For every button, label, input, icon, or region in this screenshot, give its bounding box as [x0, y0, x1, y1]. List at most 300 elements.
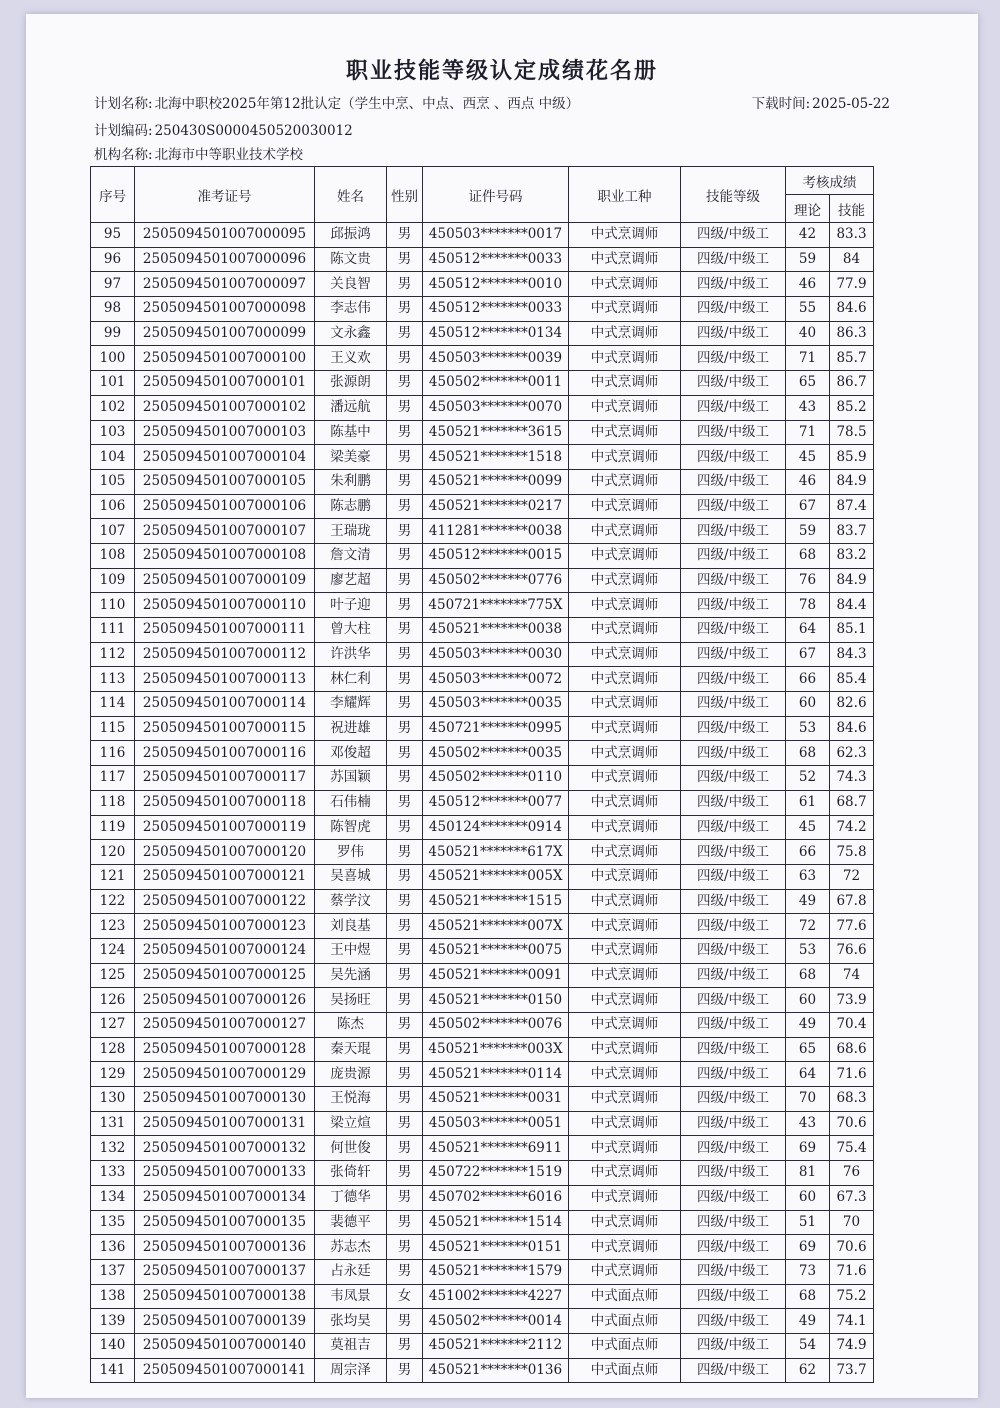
plan-code-value: 250430S0000450520030012	[154, 123, 353, 139]
cell-seq: 125	[91, 963, 135, 988]
cell-seq: 113	[91, 667, 135, 692]
cell-exam-no: 2505094501007000141	[135, 1358, 315, 1383]
cell-gender: 男	[387, 1259, 423, 1284]
cell-theory: 60	[786, 692, 830, 717]
table-row	[91, 395, 874, 420]
cell-id-no: 450521*******6911	[423, 1136, 569, 1161]
cell-skill: 68.7	[830, 790, 874, 815]
cell-theory: 64	[786, 618, 830, 643]
cell-exam-no: 2505094501007000101	[135, 371, 315, 396]
cell-gender: 男	[387, 790, 423, 815]
table-row	[91, 618, 874, 643]
table-row	[91, 593, 874, 618]
cell-level: 四级/中级工	[681, 1062, 786, 1087]
cell-skill: 70.6	[830, 1111, 874, 1136]
cell-level: 四级/中级工	[681, 494, 786, 519]
cell-occupation: 中式烹调师	[569, 963, 681, 988]
cell-gender: 男	[387, 840, 423, 865]
cell-seq: 119	[91, 815, 135, 840]
cell-exam-no: 2505094501007000140	[135, 1333, 315, 1358]
table-row	[91, 494, 874, 519]
cell-exam-no: 2505094501007000115	[135, 716, 315, 741]
cell-skill: 68.3	[830, 1087, 874, 1112]
cell-theory: 68	[786, 963, 830, 988]
cell-level: 四级/中级工	[681, 223, 786, 248]
cell-seq: 134	[91, 1185, 135, 1210]
cell-skill: 74.3	[830, 766, 874, 791]
cell-gender: 男	[387, 889, 423, 914]
cell-occupation: 中式烹调师	[569, 272, 681, 297]
cell-gender: 男	[387, 494, 423, 519]
cell-theory: 72	[786, 914, 830, 939]
cell-exam-no: 2505094501007000135	[135, 1210, 315, 1235]
cell-theory: 54	[786, 1333, 830, 1358]
cell-theory: 60	[786, 988, 830, 1013]
cell-id-no: 450503*******0017	[423, 223, 569, 248]
cell-exam-no: 2505094501007000122	[135, 889, 315, 914]
cell-seq: 139	[91, 1309, 135, 1334]
cell-seq: 110	[91, 593, 135, 618]
cell-theory: 81	[786, 1161, 830, 1186]
cell-exam-no: 2505094501007000132	[135, 1136, 315, 1161]
cell-theory: 67	[786, 642, 830, 667]
cell-skill: 62.3	[830, 741, 874, 766]
cell-theory: 68	[786, 1284, 830, 1309]
cell-seq: 98	[91, 297, 135, 322]
cell-seq: 106	[91, 494, 135, 519]
cell-id-no: 450521*******1518	[423, 445, 569, 470]
cell-name: 潘远航	[315, 395, 387, 420]
cell-id-no: 450521*******0217	[423, 494, 569, 519]
cell-gender: 男	[387, 1161, 423, 1186]
cell-name: 李耀辉	[315, 692, 387, 717]
cell-id-no: 450512*******0033	[423, 297, 569, 322]
cell-id-no: 450521*******005X	[423, 864, 569, 889]
cell-occupation: 中式烹调师	[569, 1185, 681, 1210]
cell-name: 邓俊超	[315, 741, 387, 766]
cell-gender: 女	[387, 1284, 423, 1309]
cell-skill: 72	[830, 864, 874, 889]
table-row	[91, 1235, 874, 1260]
table-row	[91, 938, 874, 963]
cell-gender: 男	[387, 914, 423, 939]
cell-gender: 男	[387, 247, 423, 272]
cell-name: 陈智虎	[315, 815, 387, 840]
cell-level: 四级/中级工	[681, 247, 786, 272]
cell-level: 四级/中级工	[681, 568, 786, 593]
cell-level: 四级/中级工	[681, 840, 786, 865]
cell-name: 周宗泽	[315, 1358, 387, 1383]
cell-occupation: 中式烹调师	[569, 988, 681, 1013]
cell-level: 四级/中级工	[681, 1284, 786, 1309]
cell-seq: 105	[91, 469, 135, 494]
cell-exam-no: 2505094501007000102	[135, 395, 315, 420]
cell-gender: 男	[387, 1309, 423, 1334]
table-row	[91, 1037, 874, 1062]
table-row	[91, 1185, 874, 1210]
table-row	[91, 988, 874, 1013]
table-row	[91, 1333, 874, 1358]
cell-skill: 75.8	[830, 840, 874, 865]
cell-name: 林仁利	[315, 667, 387, 692]
cell-skill: 87.4	[830, 494, 874, 519]
cell-exam-no: 2505094501007000138	[135, 1284, 315, 1309]
cell-gender: 男	[387, 815, 423, 840]
cell-gender: 男	[387, 1013, 423, 1038]
cell-theory: 52	[786, 766, 830, 791]
table-row	[91, 1013, 874, 1038]
table-row	[91, 543, 874, 568]
cell-skill: 75.4	[830, 1136, 874, 1161]
header-name: 姓名	[315, 167, 387, 223]
cell-occupation: 中式烹调师	[569, 618, 681, 643]
cell-skill: 77.6	[830, 914, 874, 939]
cell-level: 四级/中级工	[681, 1358, 786, 1383]
cell-exam-no: 2505094501007000098	[135, 297, 315, 322]
cell-theory: 69	[786, 1235, 830, 1260]
cell-occupation: 中式烹调师	[569, 1259, 681, 1284]
cell-id-no: 450521*******0031	[423, 1087, 569, 1112]
cell-occupation: 中式烹调师	[569, 371, 681, 396]
cell-name: 何世俊	[315, 1136, 387, 1161]
header-gender: 性别	[387, 167, 423, 223]
cell-occupation: 中式烹调师	[569, 420, 681, 445]
table-row	[91, 1087, 874, 1112]
cell-gender: 男	[387, 272, 423, 297]
cell-level: 四级/中级工	[681, 1333, 786, 1358]
cell-gender: 男	[387, 568, 423, 593]
cell-exam-no: 2505094501007000112	[135, 642, 315, 667]
cell-theory: 68	[786, 543, 830, 568]
cell-occupation: 中式烹调师	[569, 741, 681, 766]
cell-exam-no: 2505094501007000095	[135, 223, 315, 248]
cell-occupation: 中式烹调师	[569, 1087, 681, 1112]
table-row	[91, 741, 874, 766]
cell-exam-no: 2505094501007000117	[135, 766, 315, 791]
cell-level: 四级/中级工	[681, 1136, 786, 1161]
cell-skill: 76.6	[830, 938, 874, 963]
cell-theory: 40	[786, 321, 830, 346]
cell-exam-no: 2505094501007000123	[135, 914, 315, 939]
org-name-line	[94, 143, 303, 163]
cell-occupation: 中式烹调师	[569, 321, 681, 346]
cell-id-no: 450521*******0114	[423, 1062, 569, 1087]
cell-id-no: 450521*******003X	[423, 1037, 569, 1062]
cell-seq: 114	[91, 692, 135, 717]
cell-id-no: 450502*******0076	[423, 1013, 569, 1038]
cell-exam-no: 2505094501007000121	[135, 864, 315, 889]
cell-occupation: 中式烹调师	[569, 593, 681, 618]
cell-name: 陈志鹏	[315, 494, 387, 519]
cell-theory: 65	[786, 1037, 830, 1062]
cell-exam-no: 2505094501007000124	[135, 938, 315, 963]
header-exam-no: 准考证号	[135, 167, 315, 223]
cell-gender: 男	[387, 1136, 423, 1161]
cell-gender: 男	[387, 371, 423, 396]
cell-level: 四级/中级工	[681, 1210, 786, 1235]
cell-occupation: 中式面点师	[569, 1333, 681, 1358]
cell-seq: 137	[91, 1259, 135, 1284]
cell-skill: 86.3	[830, 321, 874, 346]
cell-id-no: 450521*******007X	[423, 914, 569, 939]
cell-gender: 男	[387, 642, 423, 667]
table-row	[91, 766, 874, 791]
cell-skill: 82.6	[830, 692, 874, 717]
cell-theory: 68	[786, 741, 830, 766]
cell-skill: 85.1	[830, 618, 874, 643]
cell-theory: 73	[786, 1259, 830, 1284]
table-row	[91, 864, 874, 889]
cell-level: 四级/中级工	[681, 1161, 786, 1186]
plan-name-line	[94, 92, 579, 112]
cell-gender: 男	[387, 1062, 423, 1087]
cell-exam-no: 2505094501007000099	[135, 321, 315, 346]
cell-seq: 120	[91, 840, 135, 865]
cell-skill: 85.9	[830, 445, 874, 470]
cell-exam-no: 2505094501007000137	[135, 1259, 315, 1284]
cell-gender: 男	[387, 1235, 423, 1260]
cell-name: 刘良基	[315, 914, 387, 939]
cell-occupation: 中式烹调师	[569, 494, 681, 519]
cell-id-no: 450521*******1579	[423, 1259, 569, 1284]
cell-seq: 102	[91, 395, 135, 420]
cell-exam-no: 2505094501007000106	[135, 494, 315, 519]
table-row	[91, 1358, 874, 1383]
cell-skill: 78.5	[830, 420, 874, 445]
cell-theory: 65	[786, 371, 830, 396]
cell-gender: 男	[387, 1210, 423, 1235]
cell-id-no: 450503*******0035	[423, 692, 569, 717]
cell-occupation: 中式烹调师	[569, 840, 681, 865]
cell-name: 张倚轩	[315, 1161, 387, 1186]
cell-exam-no: 2505094501007000109	[135, 568, 315, 593]
cell-level: 四级/中级工	[681, 963, 786, 988]
cell-name: 詹文清	[315, 543, 387, 568]
table-row	[91, 667, 874, 692]
cell-seq: 126	[91, 988, 135, 1013]
cell-level: 四级/中级工	[681, 519, 786, 544]
cell-exam-no: 2505094501007000133	[135, 1161, 315, 1186]
cell-level: 四级/中级工	[681, 593, 786, 618]
cell-gender: 男	[387, 223, 423, 248]
cell-skill: 84	[830, 247, 874, 272]
cell-name: 张均昊	[315, 1309, 387, 1334]
cell-exam-no: 2505094501007000128	[135, 1037, 315, 1062]
table-row	[91, 469, 874, 494]
cell-id-no: 450512*******0033	[423, 247, 569, 272]
cell-occupation: 中式烹调师	[569, 790, 681, 815]
cell-skill: 84.9	[830, 469, 874, 494]
download-time-label: 下载时间:	[751, 96, 811, 112]
cell-exam-no: 2505094501007000127	[135, 1013, 315, 1038]
cell-level: 四级/中级工	[681, 297, 786, 322]
cell-id-no: 450503*******0072	[423, 667, 569, 692]
cell-name: 张源朗	[315, 371, 387, 396]
cell-theory: 59	[786, 519, 830, 544]
cell-exam-no: 2505094501007000113	[135, 667, 315, 692]
cell-name: 祝进雄	[315, 716, 387, 741]
cell-gender: 男	[387, 543, 423, 568]
cell-seq: 116	[91, 741, 135, 766]
table-row	[91, 1259, 874, 1284]
plan-name-value: 北海中职校2025年第12批认定（学生中烹、中点、西烹 、西点 中级）	[154, 96, 580, 112]
cell-name: 邱振鸿	[315, 223, 387, 248]
cell-seq: 101	[91, 371, 135, 396]
cell-level: 四级/中级工	[681, 371, 786, 396]
cell-id-no: 450503*******0070	[423, 395, 569, 420]
cell-theory: 43	[786, 395, 830, 420]
cell-occupation: 中式烹调师	[569, 1235, 681, 1260]
cell-seq: 118	[91, 790, 135, 815]
cell-gender: 男	[387, 395, 423, 420]
cell-id-no: 451002*******4227	[423, 1284, 569, 1309]
cell-name: 梁美豪	[315, 445, 387, 470]
cell-name: 陈基中	[315, 420, 387, 445]
cell-id-no: 411281*******0038	[423, 519, 569, 544]
cell-name: 梁立煊	[315, 1111, 387, 1136]
cell-seq: 138	[91, 1284, 135, 1309]
cell-seq: 104	[91, 445, 135, 470]
table-row	[91, 568, 874, 593]
cell-exam-no: 2505094501007000118	[135, 790, 315, 815]
cell-occupation: 中式烹调师	[569, 1013, 681, 1038]
table-row	[91, 371, 874, 396]
cell-theory: 70	[786, 1087, 830, 1112]
cell-id-no: 450512*******0134	[423, 321, 569, 346]
table-row	[91, 1111, 874, 1136]
cell-theory: 43	[786, 1111, 830, 1136]
cell-gender: 男	[387, 1087, 423, 1112]
table-row	[91, 272, 874, 297]
cell-name: 王瑞珑	[315, 519, 387, 544]
cell-level: 四级/中级工	[681, 889, 786, 914]
cell-occupation: 中式烹调师	[569, 297, 681, 322]
cell-seq: 95	[91, 223, 135, 248]
cell-level: 四级/中级工	[681, 667, 786, 692]
cell-name: 苏志杰	[315, 1235, 387, 1260]
cell-level: 四级/中级工	[681, 766, 786, 791]
cell-id-no: 450521*******0099	[423, 469, 569, 494]
cell-gender: 男	[387, 864, 423, 889]
cell-theory: 42	[786, 223, 830, 248]
cell-exam-no: 2505094501007000104	[135, 445, 315, 470]
cell-gender: 男	[387, 938, 423, 963]
cell-exam-no: 2505094501007000136	[135, 1235, 315, 1260]
download-time-line	[752, 92, 890, 112]
header-score-group: 考核成绩	[786, 167, 874, 195]
cell-skill: 84.6	[830, 716, 874, 741]
cell-name: 叶子迎	[315, 593, 387, 618]
cell-gender: 男	[387, 741, 423, 766]
cell-exam-no: 2505094501007000125	[135, 963, 315, 988]
org-name-label: 机构名称:	[94, 147, 153, 163]
cell-id-no: 450721*******775X	[423, 593, 569, 618]
cell-skill: 73.9	[830, 988, 874, 1013]
cell-theory: 49	[786, 1309, 830, 1334]
table-row	[91, 223, 874, 248]
cell-occupation: 中式烹调师	[569, 815, 681, 840]
cell-level: 四级/中级工	[681, 1235, 786, 1260]
cell-skill: 74.9	[830, 1333, 874, 1358]
cell-occupation: 中式烹调师	[569, 346, 681, 371]
cell-gender: 男	[387, 692, 423, 717]
cell-name: 韦凤景	[315, 1284, 387, 1309]
cell-name: 文永鑫	[315, 321, 387, 346]
cell-name: 王悦海	[315, 1087, 387, 1112]
cell-occupation: 中式面点师	[569, 1284, 681, 1309]
cell-level: 四级/中级工	[681, 1037, 786, 1062]
cell-occupation: 中式烹调师	[569, 667, 681, 692]
cell-occupation: 中式烹调师	[569, 716, 681, 741]
header-id-no: 证件号码	[423, 167, 569, 223]
table-row	[91, 963, 874, 988]
cell-skill: 68.6	[830, 1037, 874, 1062]
cell-seq: 123	[91, 914, 135, 939]
roster-body	[91, 223, 874, 1383]
cell-gender: 男	[387, 766, 423, 791]
cell-theory: 62	[786, 1358, 830, 1383]
cell-skill: 84.6	[830, 297, 874, 322]
cell-seq: 128	[91, 1037, 135, 1062]
cell-exam-no: 2505094501007000110	[135, 593, 315, 618]
cell-level: 四级/中级工	[681, 692, 786, 717]
cell-id-no: 450503*******0051	[423, 1111, 569, 1136]
cell-id-no: 450521*******2112	[423, 1333, 569, 1358]
table-row	[91, 815, 874, 840]
cell-exam-no: 2505094501007000111	[135, 618, 315, 643]
cell-occupation: 中式烹调师	[569, 543, 681, 568]
cell-exam-no: 2505094501007000108	[135, 543, 315, 568]
cell-skill: 67.8	[830, 889, 874, 914]
cell-seq: 103	[91, 420, 135, 445]
cell-name: 蔡学汶	[315, 889, 387, 914]
cell-level: 四级/中级工	[681, 938, 786, 963]
cell-occupation: 中式烹调师	[569, 1111, 681, 1136]
cell-name: 许洪华	[315, 642, 387, 667]
cell-level: 四级/中级工	[681, 741, 786, 766]
cell-gender: 男	[387, 346, 423, 371]
cell-skill: 75.2	[830, 1284, 874, 1309]
header-occupation: 职业工种	[569, 167, 681, 223]
cell-theory: 53	[786, 938, 830, 963]
table-row	[91, 321, 874, 346]
cell-seq: 121	[91, 864, 135, 889]
cell-gender: 男	[387, 963, 423, 988]
cell-id-no: 450521*******1514	[423, 1210, 569, 1235]
cell-occupation: 中式烹调师	[569, 938, 681, 963]
cell-name: 庞贵源	[315, 1062, 387, 1087]
cell-theory: 66	[786, 667, 830, 692]
cell-skill: 85.7	[830, 346, 874, 371]
table-row	[91, 790, 874, 815]
cell-seq: 107	[91, 519, 135, 544]
cell-seq: 140	[91, 1333, 135, 1358]
cell-name: 吴先涵	[315, 963, 387, 988]
cell-skill: 70.4	[830, 1013, 874, 1038]
cell-theory: 59	[786, 247, 830, 272]
cell-name: 裴德平	[315, 1210, 387, 1235]
cell-theory: 66	[786, 840, 830, 865]
cell-theory: 45	[786, 815, 830, 840]
cell-theory: 51	[786, 1210, 830, 1235]
cell-id-no: 450521*******3615	[423, 420, 569, 445]
table-row	[91, 420, 874, 445]
cell-id-no: 450503*******0030	[423, 642, 569, 667]
table-row	[91, 1210, 874, 1235]
table-row	[91, 914, 874, 939]
page-title: 职业技能等级认定成绩花名册	[345, 59, 658, 84]
table-row	[91, 1136, 874, 1161]
